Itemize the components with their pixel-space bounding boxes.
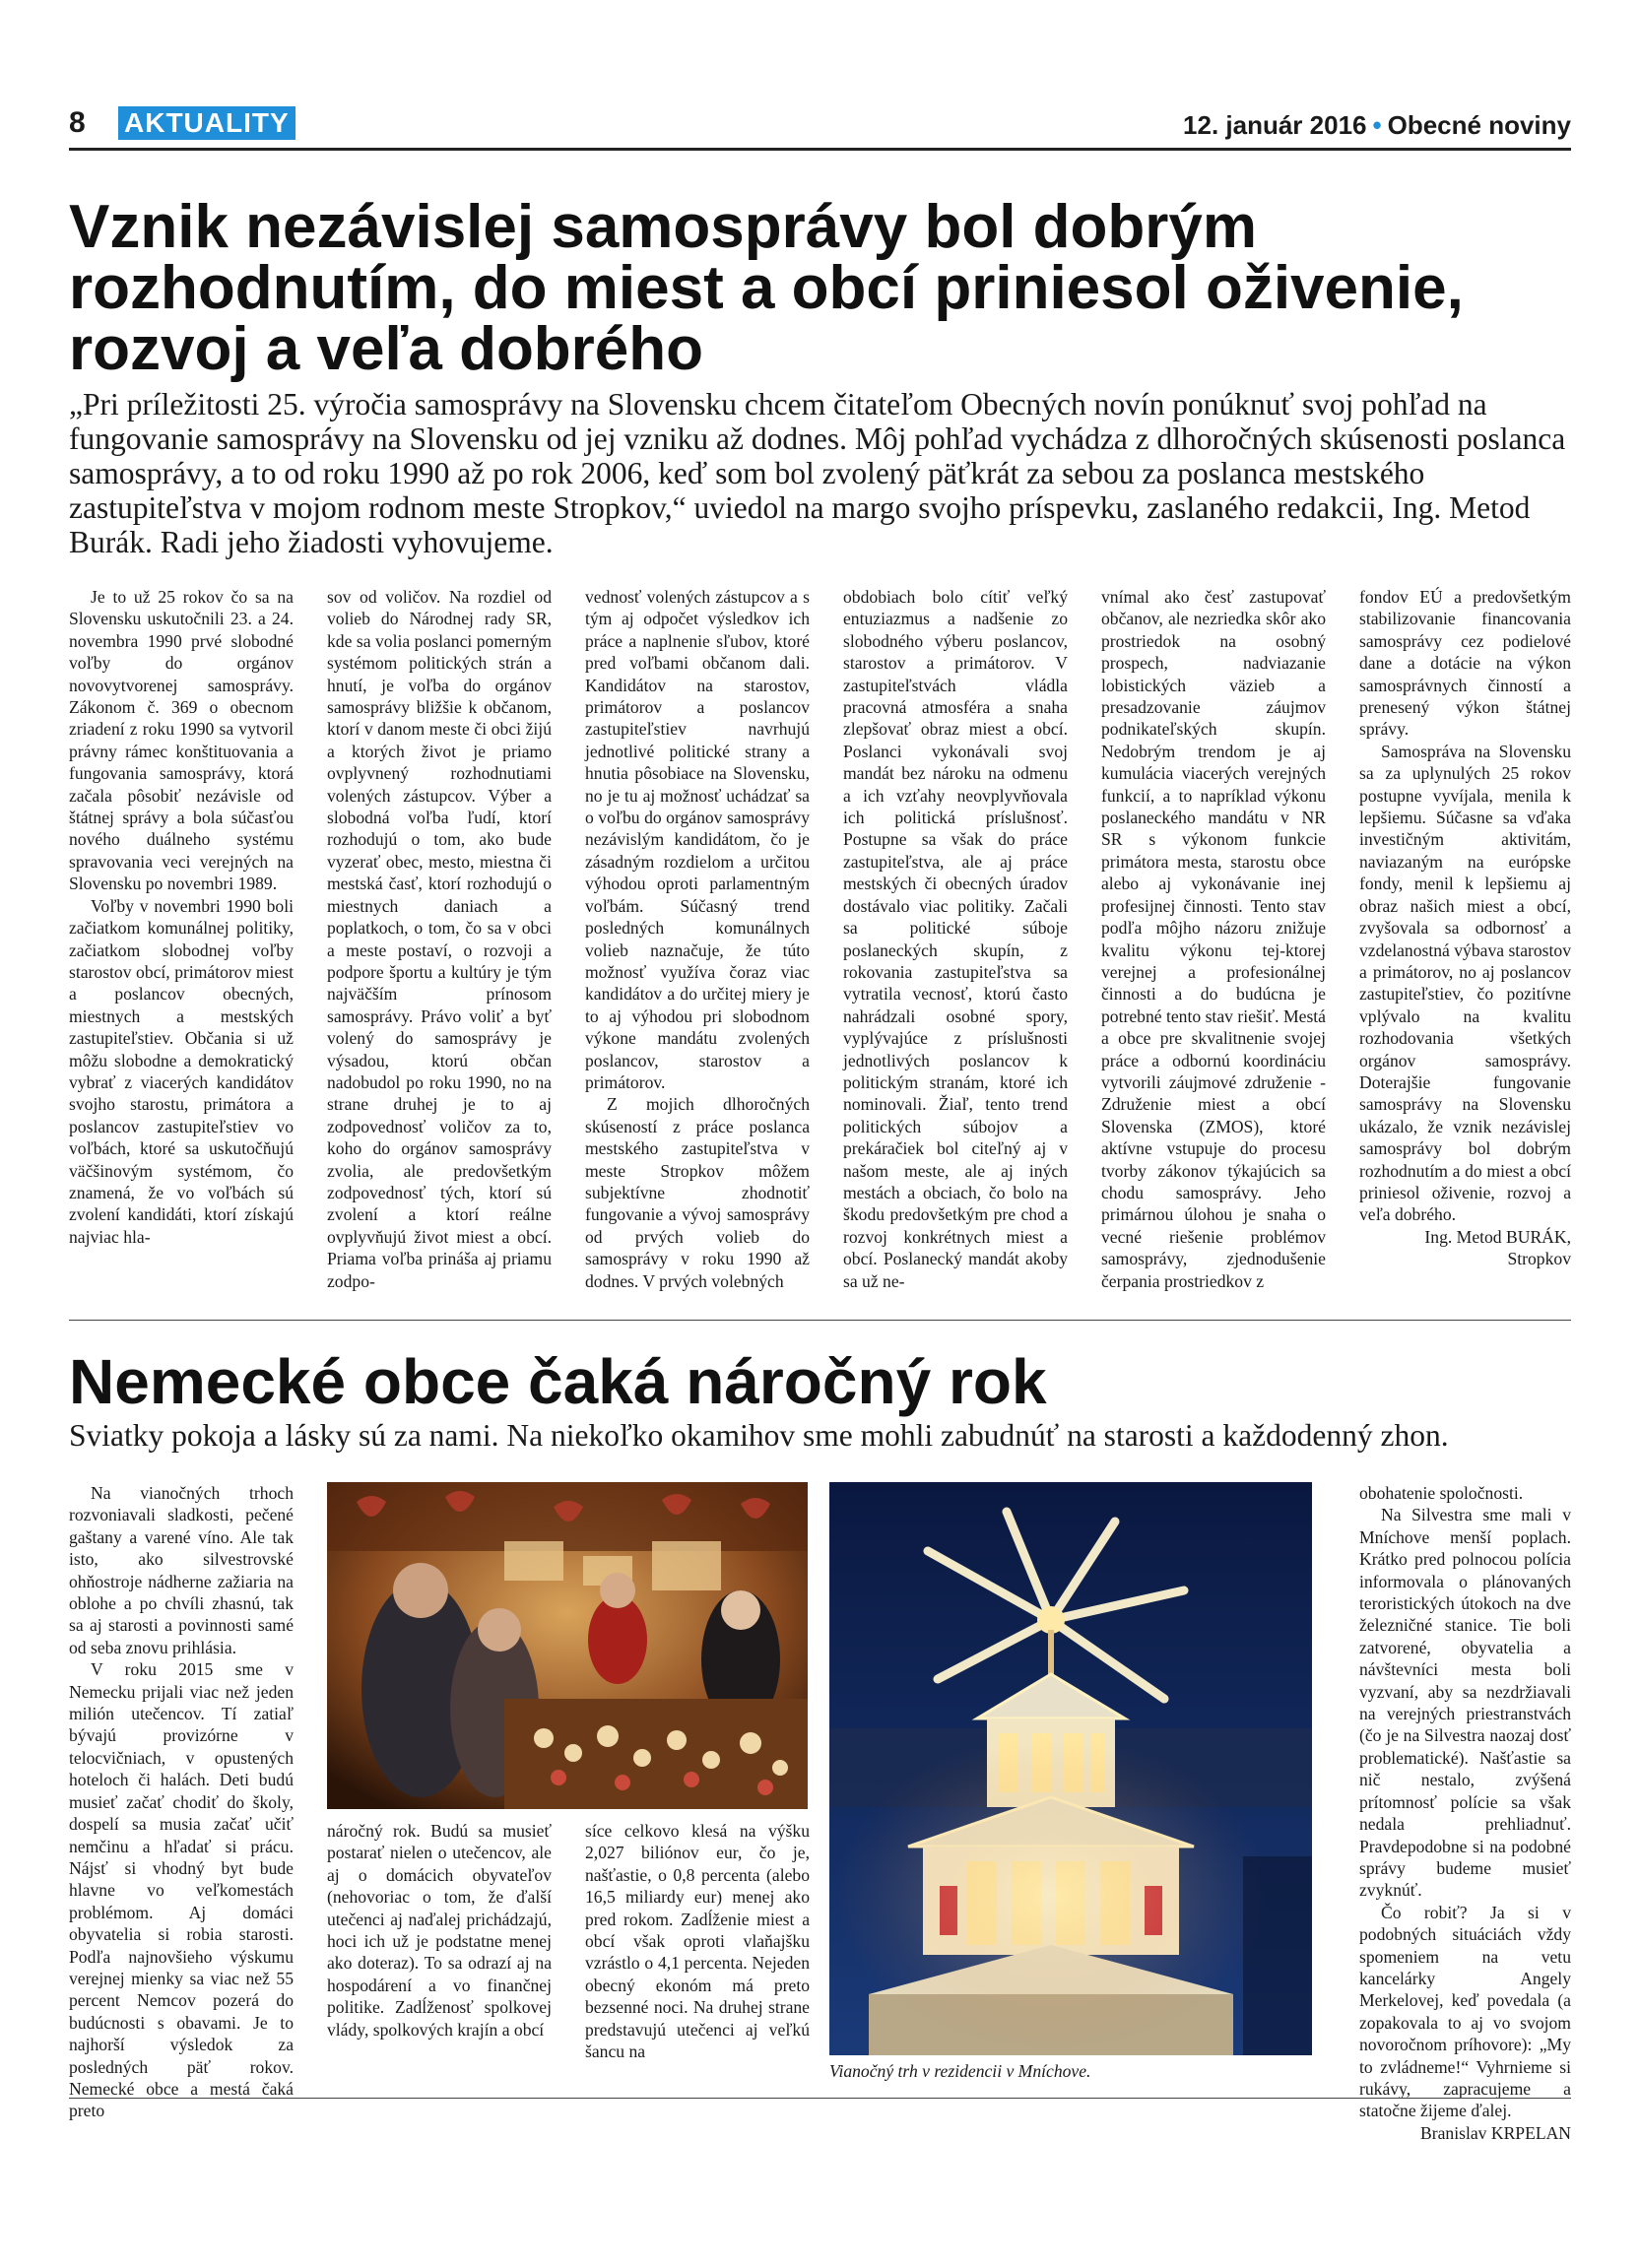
section-label: AKTUALITY (118, 106, 295, 140)
header-meta (1183, 110, 1571, 141)
footer-rule (69, 2098, 1571, 2099)
article2-col-1 (69, 1482, 294, 2122)
article2-body (69, 1482, 1571, 2143)
market-stall-image (327, 1482, 808, 1809)
paragraph: Na vianočných trhoch rozvoniavali sladkosti, pečené gaštany a varené víno. Ale tak isto, ako silvestrovské ohňostroje nádherne zažiaria na oblohe a po chvíli zhasnú, tak sa aj starosti a povinnosti samé od seba znovu prihlásia. (69, 1483, 294, 1657)
article-divider (69, 1320, 1571, 1321)
paragraph: obdobiach bolo cítiť veľký entuziazmus a nadšenie zo slobodného výberu poslancov, starostov a primátorov. V zastupiteľstvách vládla pracovná atmosféra a snaha zlepšovať obraz miest a obcí. Poslanci vykonávali svoj mandát bez nároku na odmenu a ich vzťahy neovplyvňovala ich politická príslušnosť. Postupne sa však do práce zastupiteľstva, ale aj práce mestských či obecných úradov dostávalo viac politiky. Začali sa politické súboje poslaneckých skupín, z rokovania zastupiteľstva sa vytratila vecnosť, ktorú často nahrádzali osobné spory, vyplývajúce z príslušnosti jednotlivých poslancov k politickým stranám, ktoré ich nominovali. Žiaľ, tento trend politických súbojov a prekáračiek bol citeľný aj v našom meste, ale aj iných mestách a obciach, čo bolo na škodu predovšetkým pre chod a rozvoj konkrétnych miest a obcí. Poslanecký mandát akoby sa už ne- (843, 587, 1068, 1291)
article1-col-3 (585, 586, 810, 1292)
bullet: • (1372, 110, 1382, 140)
article1-col-1 (69, 586, 294, 1248)
paragraph: Z mojich dlhoročných skúseností z práce poslanca mestského zastupiteľstva v meste Stropkov môžem subjektívne zhodnotiť fungovanie a vývoj samosprávy od prvých volieb do samosprávy v roku 1990 až dodnes. V prvých volebných (585, 1094, 810, 1291)
author-signature: Branislav KRPELAN (1420, 2122, 1571, 2143)
paragraph: Je to už 25 rokov čo sa na Slovensku uskutočnili 23. a 24. novembra 1990 prvé slobodné voľby do orgánov novovytvorenej samosprávy. Zákonom č. 369 o obecnom zriadení z roku 1990 sa vytvoril právny rámec konštituovania a fungovania samosprávy, ktorá začala pôsobiť nezávisle od štátnej správy a bola súčasťou nového duálneho systému spravovania veci verejných na Slovensku po novembri 1989. (69, 587, 294, 894)
article1-col-6 (1359, 586, 1571, 1270)
author-name: Ing. Metod BURÁK, (1424, 1226, 1571, 1247)
article1-headline: Vznik nezávislej samosprávy bol dobrým rozhodnutím, do miest a obcí priniesol oživenie, rozvoj a veľa dobrého (69, 193, 1464, 383)
page-number: 8 (69, 106, 86, 139)
author-signature (1359, 1226, 1571, 1270)
issue-date: 12. január 2016 (1183, 110, 1367, 140)
author-place: Stropkov (1507, 1249, 1571, 1269)
christmas-pyramid-image (829, 1482, 1312, 2055)
article1-col-4 (843, 586, 1068, 1292)
article1-lead: „Pri príležitosti 25. výročia samosprávy na Slovensku chcem čitateľom Obecných novín ponúknuť svoj pohľad na fungovanie samosprávy na Slovensku od jej vzniku až dodnes. Môj pohľad vychádza z dlhoročných skúsenosti poslanca samosprávy, a to od roku 1990 až po rok 2006, keď som bol zvolený päťkrát za sebou za poslanca mestského zastupiteľstva v mojom rodnom meste Stropkov,“ uviedol na margo svojho príspevku, zaslaného redakcii, Ing. Metod Burák. Radi jeho žiadosti vyhovujeme. (69, 387, 1566, 559)
market-stall-photo (327, 1482, 808, 1809)
christmas-pyramid-photo (829, 1482, 1312, 2055)
article2-col-2 (327, 1820, 552, 2041)
photo-caption: Vianočný trh v rezidencii v Mníchove. (829, 2061, 1091, 2081)
paragraph: Na Silvestra sme mali v Mníchove menší poplach. Krátko pred polnocou polícia informovala o plánovaných teroristických útokoch na dve železničné stanice. Tie boli zatvorené, obyvatelia a návštevníci mesta boli vyzvaní, aby sa nezdržiavali na verejných priestranstvách (čo je na Silvestra naozaj dosť problematické). Našťastie sa nič nestalo, zvýšená prítomnosť polície sa však nedala prehliadnuť. Pravdepodobne si na podobné správy budeme musieť zvyknúť. (1359, 1505, 1571, 1901)
paragraph: vnímal ako česť zastupovať občanov, ale nezriedka skôr ako prostriedok na osobný prospech, nadviazanie lobistických väzieb a presadzovanie záujmov podnikateľských skupín. Nedobrým trendom je aj kumulácia viacerých verejných funkcií, a to napríklad výkonu poslaneckého mandátu v NR SR s výkonom funkcie primátora mesta, starostu obce alebo aj vykonávanie inej profesijnej činnosti. Tento stav podľa môjho názoru znižuje kvalitu výkonu tej-ktorej verejnej a profesionálnej činnosti a do budúcna je potrebné tento stav riešiť. Mestá a obce pre skvalitnenie svojej práce a odbornú koordináciu vytvorili záujmové združenie - Združenie miest a obcí Slovenska (ZMOS), ktoré aktívne vstupuje do procesu tvorby zákonov týkajúcich sa chodu samosprávy. Jeho primárnou úlohou je snaha o vecné riešenie problémov samosprávy, zjednodušenie čerpania prostriedkov z (1101, 587, 1326, 1291)
page-header (69, 104, 1571, 148)
header-rule (69, 148, 1571, 151)
article2-col-3 (585, 1820, 810, 2062)
paragraph: Čo robiť? Ja si v podobných situáciách vždy spomeniem na vetu kancelárky Angely Merkelovej, keď povedala (a zopakovala to aj vo svojom novoročnom príhovore): „My to zvládneme!“ Vyhrnieme si rukávy, zapracujeme a statočne žijeme ďalej. (1359, 1902, 1571, 2121)
article2-headline: Nemecké obce čaká náročný rok (69, 1346, 1047, 1417)
paragraph: V roku 2015 sme v Nemecku prijali viac než jeden milión utečencov. Tí zatiaľ bývajú provizórne v telocvičniach, v opustených hoteloch či halách. Deti budú musieť začať chodiť do školy, dospelí sa musia začať učiť nemčinu a hľadať si prácu. Nájsť si vhodný byt bude hlavne vo veľkomestách problémom. Aj domáci obyvatelia si robia starosti. Podľa najnovšieho výskumu verejnej mienky sa viac než 55 percent Nemcov pozerá do budúcnosti s obavami. Je to najhorší výsledok za posledných päť rokov. Nemecké obce a mestá čaká preto (69, 1659, 294, 2121)
paragraph: vednosť volených zástupcov a s tým aj odpočet výsledkov ich práce a naplnenie sľubov, ktoré pred voľbami občanom dali. Kandidátov na starostov, primátorov a poslancov zastupiteľstiev navrhujú jednotlivé politické strany a hnutia pôsobiace na Slovensku, no je tu aj možnosť uchádzať sa o voľbu do orgánov samosprávy nezávislým kandidátom, čo je zásadným rozdielom a určitou výhodou oproti parlamentným voľbám. Súčasný trend posledných komunálnych volieb naznačuje, že túto možnosť využíva čoraz viac kandidátov a do určitej miery je to aj výhodou pri slobodnom výkone mandátu zvolených poslancov, starostov a primátorov. (585, 587, 810, 1092)
article2-col-4 (1359, 1482, 1571, 2144)
paragraph: Voľby v novembri 1990 boli začiatkom komunálnej politiky, začiatkom slobodnej voľby starostov obcí, primátorov miest a poslancov obecných, miestnych a mestských zastupiteľstiev. Občania si už môžu slobodne a demokratický vybrať z viacerých kandidátov svojho starostu, primátora a poslancov zastupiteľstiev vo voľbách, ktoré sa uskutočňujú väčšinovým systémom, čo znamená, že vo voľbách sú zvolení kandidáti, ktorí získajú najviac hla- (69, 895, 294, 1247)
article1-col-2 (327, 586, 552, 1292)
paragraph: náročný rok. Budú sa musieť postarať nielen o utečencov, ale aj o domácich obyvateľov (nehovoriac o tom, že ďalší utečenci aj naďalej prichádzajú, hoci ich už je podstatne menej ako doteraz). To sa odrazí aj na hospodárení a vo finančnej politike. Zadĺženosť spolkovej vlády, spolkových krajín a obcí (327, 1821, 552, 2040)
paragraph: fondov EÚ a predovšetkým stabilizovanie financovania samosprávy cez podielové dane a dotácie na výkon samosprávnych činností a prenesený výkon štátnej správy. (1359, 587, 1571, 740)
paragraph: sov od voličov. Na rozdiel od volieb do Národnej rady SR, kde sa volia poslanci pomerným systémom politických strán a hnutí, je voľba do orgánov samosprávy bližšie k občanom, ktorí v danom meste či obci žijú a ktorých život je priamo ovplyvnený rozhodnutiami volených zástupcov. Výber a slobodná voľba ľudí, ktorí rozhodujú o tom, ako bude vyzerať obec, mesto, miestna či mestská časť, ktorí rozhodujú o miestnych daniach a poplatkoch, o tom, čo sa v obci a meste postaví, o rozvoji a podpore športu a kultúry je tým najväčším prínosom samosprávy. Právo voliť a byť volený do samosprávy je výsadou, ktorú občan nadobudol po roku 1990, no na strane druhej je to aj zodpovednosť voličov za to, koho do orgánov samosprávy zvolia, ale predovšetkým zodpovednosť tých, ktorí sú zvolení a ktorí reálne ovplyvňujú život miest a obcí. Priama voľba prináša aj priamu zodpo- (327, 587, 552, 1291)
article1-body (69, 586, 1571, 1325)
publication-name: Obecné noviny (1387, 110, 1571, 140)
paragraph: obohatenie spoločnosti. (1359, 1483, 1524, 1503)
article1-col-5 (1101, 586, 1326, 1292)
paragraph: Samospráva na Slovensku sa za uplynulých 25 rokov postupne vyvíjala, menila k lepšiemu. Súčasne sa vďaka investičným aktivitám, naviazaným na európske fondy, menil k lepšiemu aj obraz našich miest a obcí, zvyšovala sa odbornosť a vzdelanostná výbava starostov a primátorov, no aj poslancov zastupiteľstiev, čo pozitívne vplývalo na kvalitu rozhodovania všetkých orgánov samosprávy. Doterajšie fungovanie samosprávy na Slovensku ukázalo, že vznik nezávislej samosprávy bol dobrým rozhodnutím a do miest a obcí priniesol oživenie, rozvoj a veľa dobrého. (1359, 741, 1571, 1225)
paragraph: síce celkovo klesá na výšku 2,027 biliónov eur, čo je, našťastie, o 0,8 percenta (alebo 16,5 miliardy eur) menej ako pred rokom. Zadĺženie miest a obcí však oproti vlaňajšku vzrástlo o 4,1 percenta. Nejeden obecný ekonóm má preto bezsenné noci. Na druhej strane predstavujú utečenci aj veľkú šancu na (585, 1821, 810, 2062)
article2-lead: Sviatky pokoja a lásky sú za nami. Na niekoľko okamihov sme mohli zabudnúť na starosti a každodenný zhon. (69, 1418, 1449, 1453)
